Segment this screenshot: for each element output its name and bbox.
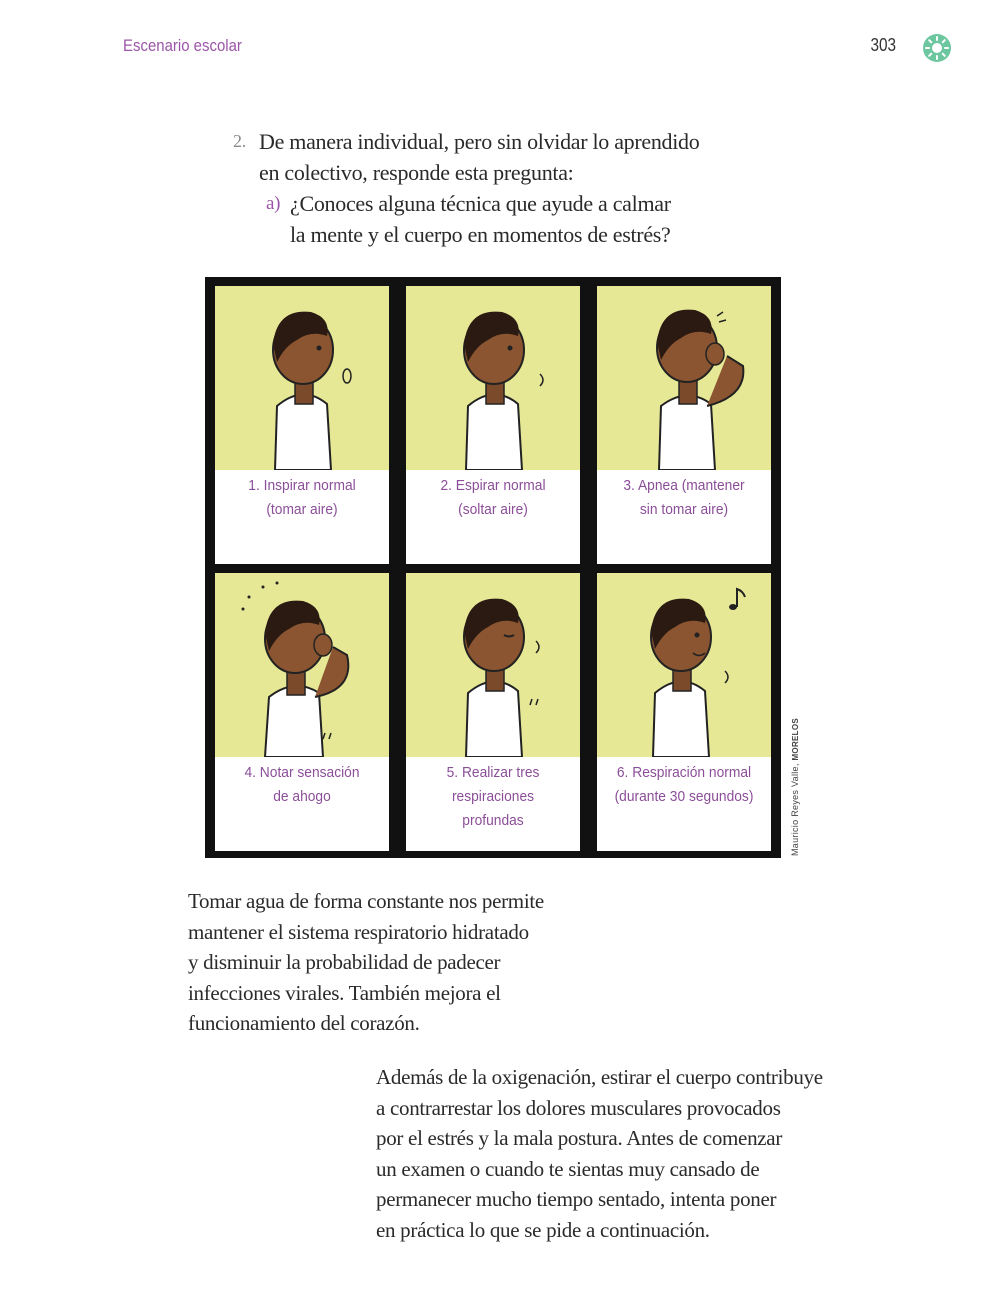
paragraph-line: a contrarrestar los dolores musculares provocados (376, 1095, 781, 1120)
section-title: Escenario escolar (123, 36, 242, 55)
sun-badge-icon (922, 33, 952, 63)
paragraph-line: por el estrés y la mala postura. Antes de comenzar (376, 1126, 783, 1150)
question-line: De manera individual, pero sin olvidar lo aprendido (259, 129, 700, 154)
paragraph-line: y disminuir la probabilidad de padecer (188, 950, 501, 974)
page-number: 303 (870, 35, 896, 55)
paragraph-line: Además de la oxigenación, estirar el cuerpo contribuye (376, 1065, 823, 1089)
paragraph-line: en práctica lo que se pide a continuación. (376, 1217, 710, 1242)
panel-caption: 2. Espirar normal (soltar aire) (440, 477, 546, 518)
comic-panel-6 (597, 573, 771, 851)
question-line: en colectivo, responde esta pregunta: (259, 160, 574, 185)
comic-panel-3 (597, 286, 771, 564)
subquestion-line: la mente y el cuerpo en momentos de estrés? (290, 222, 671, 247)
subquestion-line: ¿Conoces alguna técnica que ayude a calmar (290, 191, 671, 216)
paragraph-line: permanecer mucho tiempo sentado, intenta poner (376, 1187, 777, 1211)
paragraph-line: infecciones virales. También mejora el (188, 980, 501, 1005)
paragraph-line: Tomar agua de forma constante nos permite (188, 889, 544, 913)
panel-illustration (406, 573, 580, 757)
comic-panel-4 (215, 573, 389, 851)
breathing-comic (205, 277, 781, 858)
comic-panel-5 (406, 573, 580, 851)
panel-illustration (406, 286, 580, 470)
subquestion-letter: a) (266, 193, 281, 214)
panel-illustration (215, 286, 389, 470)
panel-caption: 1. Inspirar normal (tomar aire) (248, 477, 356, 518)
panel-illustration (597, 286, 771, 470)
panel-caption: 6. Respiración normal (durante 30 segundos) (614, 764, 754, 805)
paragraph-hydration (188, 886, 608, 1039)
paragraph-stretching (376, 1062, 876, 1245)
illustration-credit: Mauricio Reyes Valle, MORELOS (790, 717, 800, 856)
panel-caption: 3. Apnea (mantener sin tomar aire) (623, 477, 745, 518)
paragraph-line: funcionamiento del corazón. (188, 1011, 420, 1035)
paragraph-line: un examen o cuando te sientas muy cansado de (376, 1156, 760, 1181)
comic-panel-2 (406, 286, 580, 564)
panel-caption: 5. Realizar tres respiraciones profundas (446, 764, 540, 829)
question-number: 2. (233, 131, 246, 151)
comic-panel-1 (215, 286, 389, 564)
panel-illustration (215, 573, 389, 757)
question-block (233, 126, 753, 250)
panel-caption: 4. Notar sensación de ahogo (244, 764, 360, 805)
panel-illustration (597, 573, 771, 757)
paragraph-line: mantener el sistema respiratorio hidratado (188, 919, 529, 944)
